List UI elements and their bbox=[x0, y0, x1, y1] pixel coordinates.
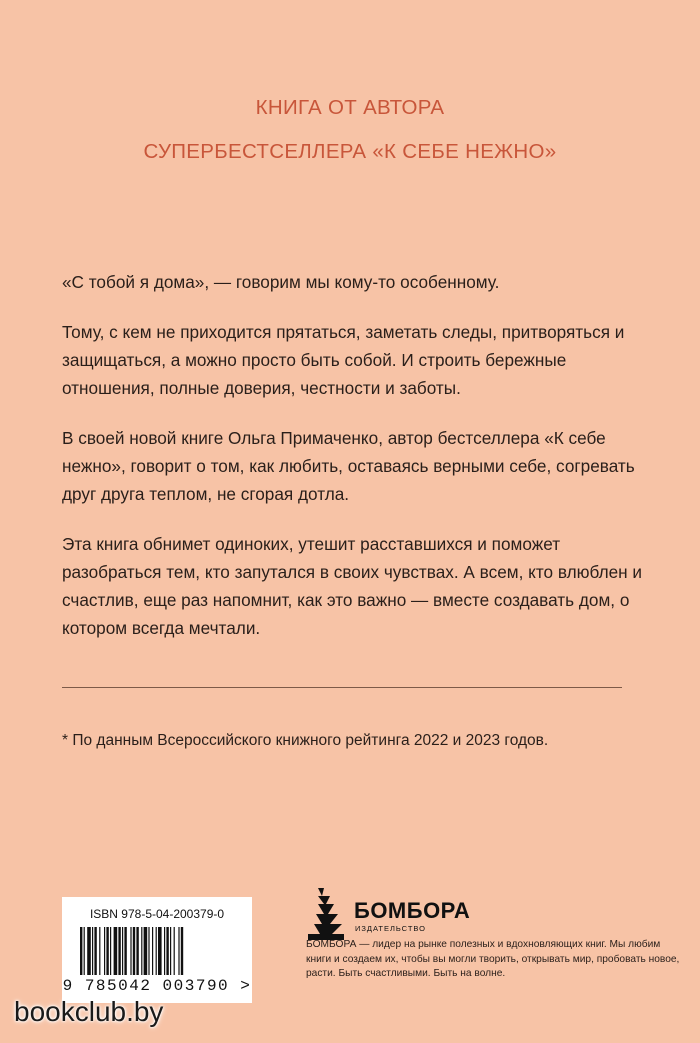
watermark: bookclub.by bbox=[14, 996, 164, 1027]
blurb-paragraph-4: Эта книга обнимет одиноких, утешит расставшихся и поможет разобраться тем, кто запутался в своих чувствах. А всем, кто влюблен и счастлив, еще раз напомнит, как это важно — вместе создавать дом, о котором всегда мечтали. bbox=[62, 534, 643, 638]
publisher-description: БОМБОРА — лидер на рынке полезных и вдохновляющих книг. Мы любим книги и создаем их, чтобы вы могли творить, открывать мир, пробовать новое, расти. Быть счастливыми. Быть на волне. bbox=[306, 939, 680, 979]
isbn-barcode bbox=[62, 897, 252, 1003]
bombora-logo-icon bbox=[304, 886, 348, 944]
header-line-2: СУПЕРБЕСТСЕЛЛЕРА «К СЕБЕ НЕЖНО» bbox=[143, 140, 557, 163]
publisher-subtitle: ИЗДАТЕЛЬСТВО bbox=[355, 924, 427, 933]
blurb-paragraph-2: Тому, с кем не приходится прятаться, заметать следы, притворяться и защищаться, а можно просто быть собой. И строить бережные отношения, полные доверия, честности и заботы. bbox=[62, 322, 625, 398]
cover-header bbox=[0, 86, 700, 174]
barcode-icon bbox=[78, 927, 236, 977]
blurb bbox=[62, 268, 662, 664]
publisher-logo bbox=[304, 886, 664, 946]
blurb-paragraph-3: В своей новой книге Ольга Примаченко, автор бестселлера «К себе нежно», говорит о том, как любить, оставаясь верными себе, согревать друг друга теплом, не сгорая дотла. bbox=[62, 428, 635, 504]
isbn-label: ISBN 978-5-04-200379-0 bbox=[89, 907, 225, 921]
footnote: * По данным Всероссийского книжного рейтинга 2022 и 2023 годов. bbox=[62, 732, 549, 749]
header-line-1: КНИГА ОТ АВТОРА bbox=[255, 96, 445, 119]
publisher-name: БОМБОРА bbox=[354, 898, 471, 923]
blurb-paragraph-1: «С тобой я дома», — говорим мы кому-то особенному. bbox=[62, 272, 500, 292]
barcode-digits: 9 785042 003790 > bbox=[62, 977, 252, 995]
divider bbox=[62, 687, 622, 688]
